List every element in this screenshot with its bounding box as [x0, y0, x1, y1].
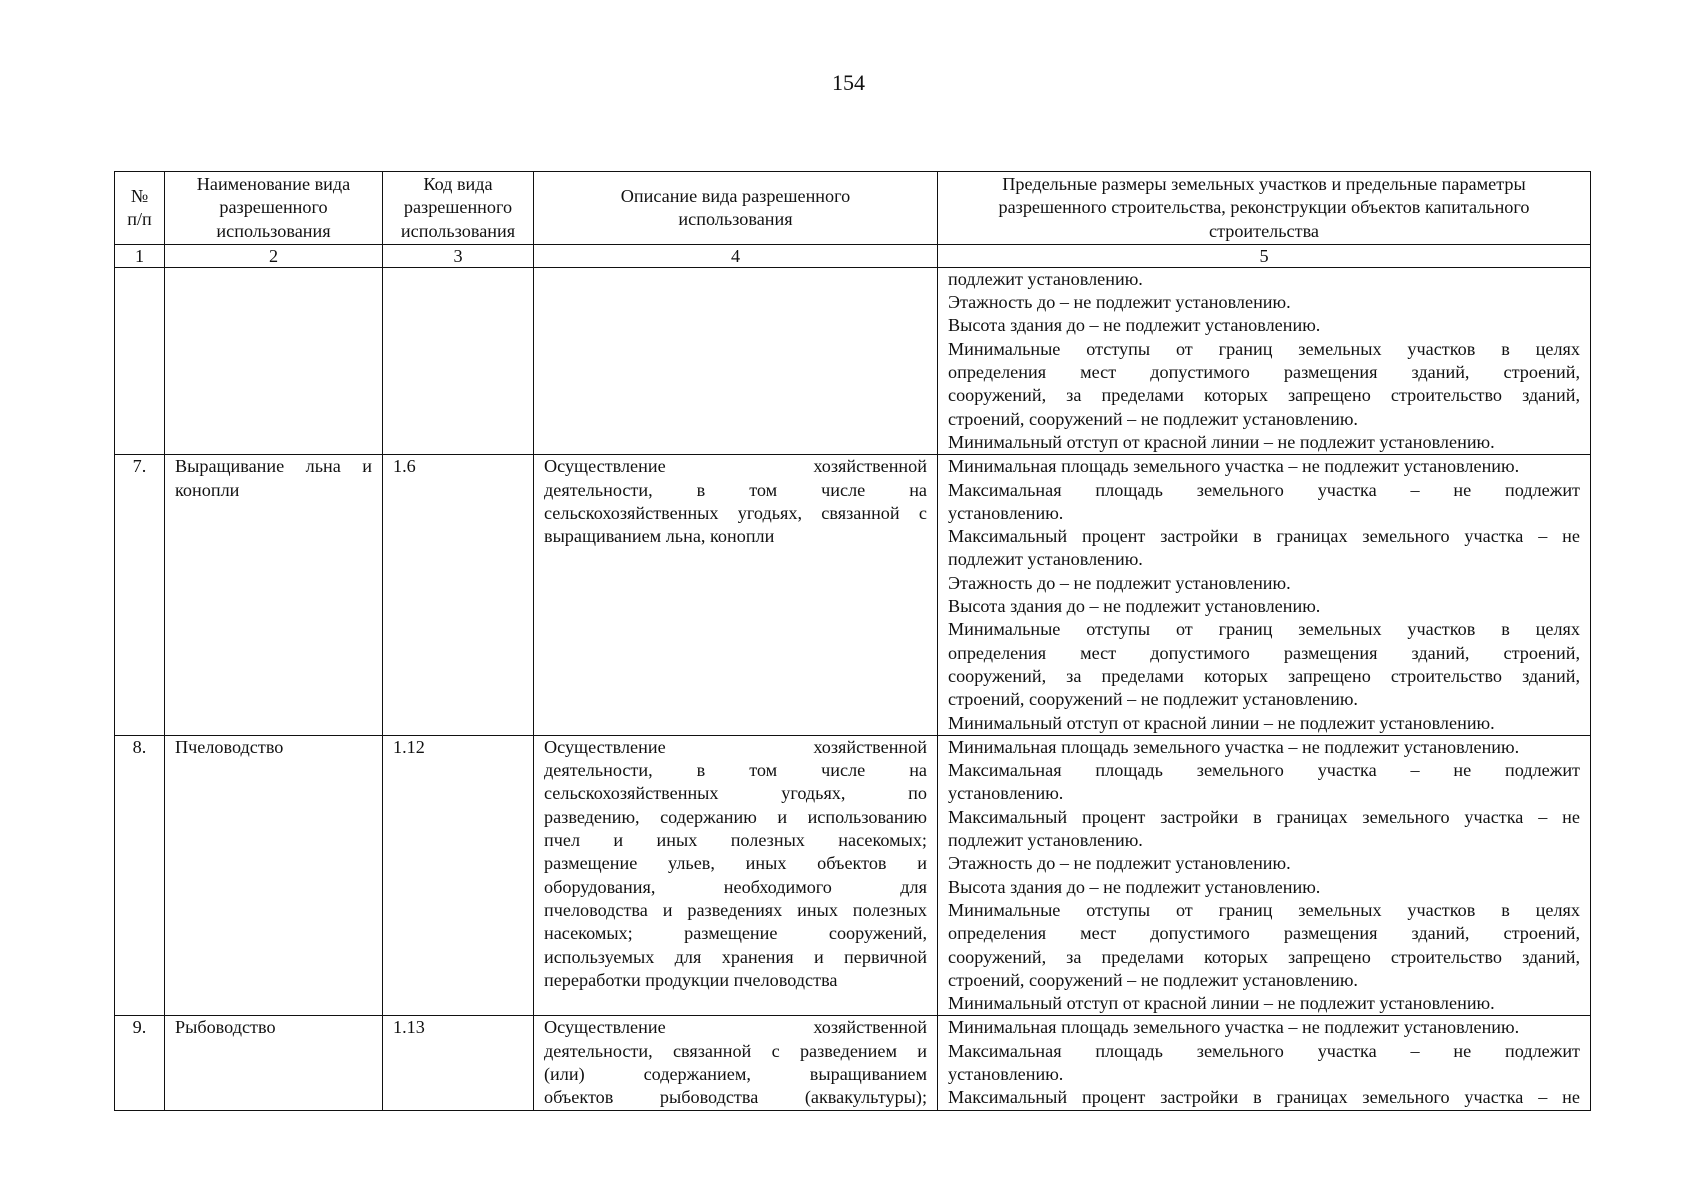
limits-line: Этажность до – не подлежит установлению. [948, 853, 1291, 874]
header-use-name: Наименование вида разрешенного использования [165, 172, 383, 245]
table-row [115, 455, 1591, 736]
limits-line: определения мест допустимого размещения зданий, строений, [948, 362, 1580, 383]
column-numbers-row [115, 244, 1591, 267]
use-description-line: оборудования, необходимого для [544, 876, 927, 897]
column-number: 1 [115, 244, 165, 267]
limits-line: Минимальный отступ от красной линии – не подлежит установлению. [948, 431, 1495, 452]
use-name-line: Пчеловодство [175, 736, 284, 757]
limits-line: Минимальный отступ от красной линии – не подлежит установлению. [948, 993, 1495, 1014]
cell-limits [938, 1016, 1591, 1110]
limits-line: Этажность до – не подлежит установлению. [948, 292, 1291, 313]
limits-line: Минимальный отступ от красной линии – не подлежит установлению. [948, 712, 1495, 733]
use-description-line: сельскохозяйственных угодьях, связанной с [544, 502, 927, 523]
limits-line: строений, сооружений – не подлежит установлению. [948, 969, 1358, 990]
limits-line: Максимальный процент застройки в границах земельного участка – не [948, 526, 1580, 547]
use-description-line: используемых для хранения и первичной [544, 946, 927, 967]
use-description-line: разведению, содержанию и использованию [544, 806, 927, 827]
header-number: № п/п [115, 172, 165, 245]
cell-number: 9. [115, 1016, 165, 1110]
cell-use-name [165, 735, 383, 1016]
limits-line: определения мест допустимого размещения зданий, строений, [948, 642, 1580, 663]
cell-number [115, 267, 165, 454]
limits-line: установлению. [948, 502, 1064, 523]
cell-use-name [165, 1016, 383, 1110]
land-use-table [114, 171, 1591, 1111]
cell-use-code [383, 267, 534, 454]
limits-line: Максимальный процент застройки в границах земельного участка – не [948, 806, 1580, 827]
cell-limits [938, 455, 1591, 736]
use-description-line: пчеловодства и разведениях иных полезных [544, 899, 927, 920]
limits-line: подлежит установлению. [948, 268, 1143, 289]
use-description-line: деятельности, связанной с разведением и [544, 1040, 927, 1061]
limits-line: Высота здания до – не подлежит установлению. [948, 876, 1321, 897]
limits-line: строений, сооружений – не подлежит установлению. [948, 408, 1358, 429]
column-number: 4 [534, 244, 938, 267]
limits-line: установлению. [948, 1063, 1064, 1084]
cell-limits [938, 735, 1591, 1016]
use-description-line: деятельности, в том числе на [544, 479, 927, 500]
cell-limits [938, 267, 1591, 454]
table-row [115, 1016, 1591, 1110]
cell-use-description [534, 267, 938, 454]
limits-line: сооружений, за пределами которых запрещено строительство зданий, [948, 946, 1580, 967]
cell-use-name [165, 455, 383, 736]
cell-use-name [165, 267, 383, 454]
limits-line: Минимальная площадь земельного участка – не подлежит установлению. [948, 736, 1520, 757]
cell-use-description [534, 1016, 938, 1110]
header-use-code: Код вида разрешенного использования [383, 172, 534, 245]
limits-line: Высота здания до – не подлежит установлению. [948, 315, 1321, 336]
limits-line: Этажность до – не подлежит установлению. [948, 572, 1291, 593]
limits-line: Минимальные отступы от границ земельных участков в целях [948, 619, 1580, 640]
use-description-line: насекомых; размещение сооружений, [544, 923, 927, 944]
cell-use-code: 1.13 [383, 1016, 534, 1110]
limits-line: определения мест допустимого размещения зданий, строений, [948, 923, 1580, 944]
column-number: 2 [165, 244, 383, 267]
use-description-line: сельскохозяйственных угодьях, по [544, 783, 927, 804]
cell-use-description [534, 735, 938, 1016]
cell-number: 7. [115, 455, 165, 736]
use-description-line: пчел и иных полезных насекомых; [544, 830, 927, 851]
limits-line: Высота здания до – не подлежит установлению. [948, 596, 1321, 617]
cell-number: 8. [115, 735, 165, 1016]
limits-line: Минимальная площадь земельного участка – не подлежит установлению. [948, 456, 1520, 477]
table-row [115, 735, 1591, 1016]
use-description-line: размещение ульев, иных объектов и [544, 853, 927, 874]
limits-line: Максимальная площадь земельного участка – не подлежит [948, 1040, 1580, 1061]
page-number: 154 [832, 70, 865, 95]
use-name-line: Выращивание льна и [175, 456, 372, 477]
use-description-line: Осуществление хозяйственной [544, 736, 927, 757]
limits-line: Максимальная площадь земельного участка – не подлежит [948, 760, 1580, 781]
use-name-line: Рыбоводство [175, 1017, 276, 1038]
cell-use-description [534, 455, 938, 736]
limits-line: сооружений, за пределами которых запрещено строительство зданий, [948, 665, 1580, 686]
use-description-line: Осуществление хозяйственной [544, 456, 927, 477]
cell-use-code: 1.12 [383, 735, 534, 1016]
limits-line: Минимальная площадь земельного участка – не подлежит установлению. [948, 1017, 1520, 1038]
use-description-line: (или) содержанием, выращиванием [544, 1063, 927, 1084]
limits-line: Максимальный процент застройки в границах земельного участка – не [948, 1087, 1580, 1108]
limits-line: Минимальные отступы от границ земельных участков в целях [948, 899, 1580, 920]
use-description-line: объектов рыбоводства (аквакультуры); [544, 1087, 927, 1108]
limits-line: подлежит установлению. [948, 830, 1143, 851]
limits-line: Минимальные отступы от границ земельных участков в целях [948, 338, 1580, 359]
limits-line: Максимальная площадь земельного участка – не подлежит [948, 479, 1580, 500]
limits-line: сооружений, за пределами которых запрещено строительство зданий, [948, 385, 1580, 406]
use-description-line: деятельности, в том числе на [544, 760, 927, 781]
use-description-line: выращиванием льна, конопли [544, 526, 775, 547]
column-number: 5 [938, 244, 1591, 267]
limits-line: установлению. [948, 783, 1064, 804]
use-description-line: Осуществление хозяйственной [544, 1017, 927, 1038]
use-name-line: конопли [175, 479, 240, 500]
header-use-description: Описание вида разрешенного использования [534, 172, 938, 245]
column-number: 3 [383, 244, 534, 267]
header-limits: Предельные размеры земельных участков и предельные параметры разрешенного строительства, реконструкции объектов капитального строительства [938, 172, 1591, 245]
cell-use-code: 1.6 [383, 455, 534, 736]
limits-line: подлежит установлению. [948, 549, 1143, 570]
table-header-row [115, 172, 1591, 245]
limits-line: строений, сооружений – не подлежит установлению. [948, 689, 1358, 710]
continuation-row [115, 267, 1591, 454]
use-description-line: переработки продукции пчеловодства [544, 969, 838, 990]
